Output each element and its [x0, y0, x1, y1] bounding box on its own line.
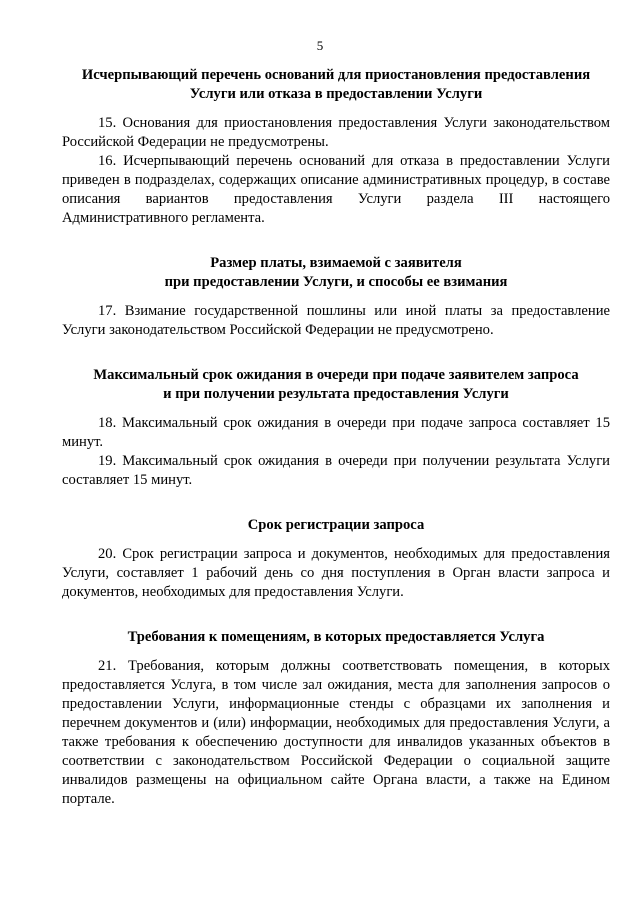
section-heading-line: Исчерпывающий перечень оснований для приостановления предоставления	[81, 67, 591, 83]
section-heading-line: Услуги или отказа в предоставлении Услуги	[189, 86, 483, 102]
paragraph-17: 17. Взимание государственной пошлины или иной платы за предоставление Услуги законодательством Российской Федерации не предусмотрено.	[62, 303, 610, 338]
section-heading-line: и при получении результата предоставления Услуги	[163, 386, 509, 402]
section-queue-time	[62, 366, 610, 490]
paragraph-20: 20. Срок регистрации запроса и документов, необходимых для предоставления Услуги, составляет 1 рабочий день со дня поступления в Орган власти запроса и документов, необходимых для предоставления Услуги.	[62, 546, 610, 600]
paragraph-16: 16. Исчерпывающий перечень оснований для отказа в предоставлении Услуги приведен в подразделах, содержащих описание административных процедур, в составе описания вариантов предоставления Услуги раздела III настоящего Административного регламента.	[62, 153, 610, 226]
paragraph-21: 21. Требования, которым должны соответствовать помещения, в которых предоставляется Услуга, в том числе зал ожидания, места для заполнения запросов о предоставлении Услуги, информационные стенды с образцами их заполнения и перечнем документов и (или) информации, необходимых для предоставления Услуги, а также требования к обеспечению доступности для инвалидов указанных объектов в соответствии с законодательством Российской Федерации о социальной защите инвалидов размещены на официальном сайте Органа власти, а также на Едином портале.	[62, 658, 610, 807]
paragraph-18: 18. Максимальный срок ожидания в очереди при подаче запроса составляет 15 минут.	[62, 415, 610, 450]
section-suspension-grounds	[62, 66, 610, 228]
section-fee	[62, 254, 610, 340]
section-heading-line: Срок регистрации запроса	[247, 517, 425, 533]
section-heading-line: при предоставлении Услуги, и способы ее взимания	[164, 274, 508, 290]
page-number: 5	[316, 38, 324, 53]
section-heading-line: Требования к помещениям, в которых предоставляется Услуга	[127, 629, 545, 645]
paragraph-19: 19. Максимальный срок ожидания в очереди при получении результата Услуги составляет 15 минут.	[62, 453, 610, 488]
section-heading-line: Максимальный срок ожидания в очереди при подаче заявителем запроса	[93, 367, 579, 383]
section-heading-line: Размер платы, взимаемой с заявителя	[210, 255, 462, 271]
paragraph-15: 15. Основания для приостановления предоставления Услуги законодательством Российской Федерации не предусмотрены.	[62, 115, 610, 150]
section-premises-requirements	[62, 628, 610, 809]
document-body	[62, 66, 610, 809]
section-registration-time	[62, 516, 610, 602]
